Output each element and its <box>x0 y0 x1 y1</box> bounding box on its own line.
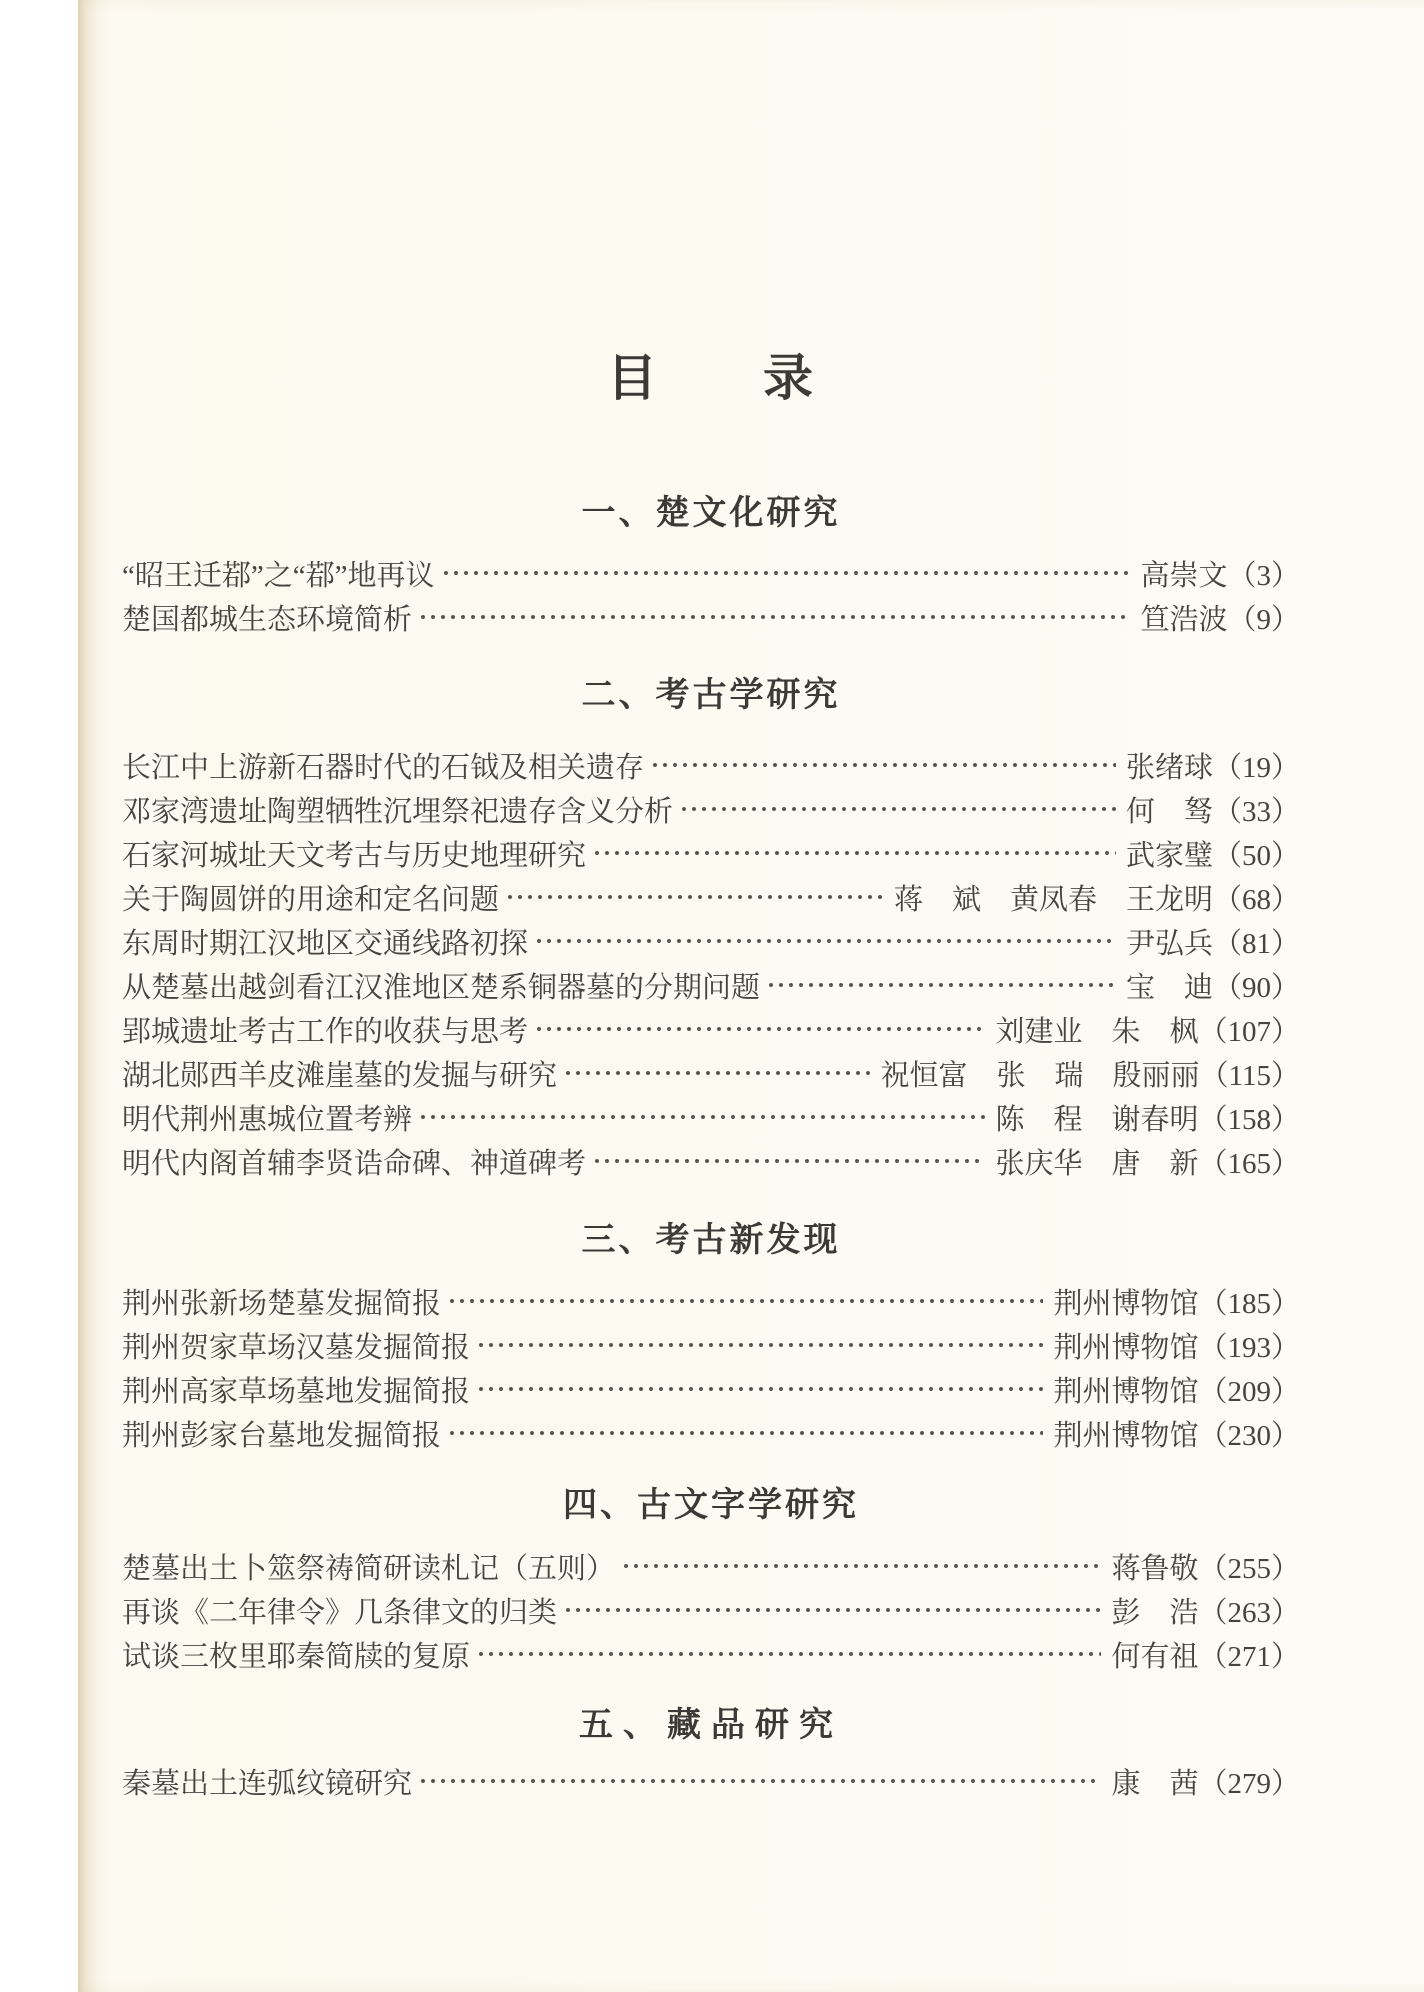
section-heading: 四、古文字学研究 <box>563 1486 859 1524</box>
entry-authors: 陈 程 谢春明 <box>995 1103 1199 1136</box>
entry-authors: 康 茜 <box>1111 1767 1199 1800</box>
section-heading: 五、藏品研究 <box>579 1706 843 1744</box>
dot-leader <box>679 787 1116 831</box>
dot-leader <box>418 595 1130 639</box>
entry-title: 荆州高家草场墓地发掘简报 <box>122 1375 471 1408</box>
dot-leader <box>447 1411 1043 1455</box>
toc-entry <box>122 551 1300 595</box>
dot-leader <box>418 1095 985 1139</box>
entry-title: 邓家湾遗址陶塑牺牲沉埋祭祀遗存含义分析 <box>122 795 674 828</box>
entry-pageref: （255） <box>1198 1552 1300 1585</box>
page-title: 目 录 <box>607 350 815 406</box>
entry-title: 荆州彭家台墓地发掘简报 <box>122 1419 442 1452</box>
toc-entry <box>122 919 1300 963</box>
entry-title: 荆州张新场楚墓发掘简报 <box>122 1287 442 1320</box>
entry-title: 楚国都城生态环境简析 <box>122 603 413 636</box>
section-archaeology <box>122 674 1300 1183</box>
dot-leader <box>563 1588 1101 1632</box>
entry-authors: 武家璧 <box>1125 839 1213 872</box>
section-new-discoveries <box>122 1219 1300 1455</box>
entry-authors: 尹弘兵 <box>1125 927 1213 960</box>
entry-authors: 祝恒富 张 瑞 殷丽丽 <box>880 1059 1200 1092</box>
entry-pageref: （165） <box>1198 1147 1300 1180</box>
entry-title: 从楚墓出越剑看江汉淮地区楚系铜器墓的分期问题 <box>122 971 761 1004</box>
entry-authors: 张庆华 唐 新 <box>995 1147 1199 1180</box>
toc-entry <box>122 1588 1300 1632</box>
toc-entry <box>122 1007 1300 1051</box>
toc-entry <box>122 1279 1300 1323</box>
entry-authors: 何有祖 <box>1111 1640 1199 1673</box>
dot-leader <box>592 831 1116 875</box>
entry-authors: 彭 浩 <box>1111 1596 1199 1629</box>
toc-entry <box>122 1411 1300 1455</box>
entry-pageref: （50） <box>1212 839 1300 872</box>
entry-title: 再谈《二年律令》几条律文的归类 <box>122 1596 558 1629</box>
entry-title: 秦墓出土连弧纹镜研究 <box>122 1767 413 1800</box>
entry-pageref: （33） <box>1212 795 1300 828</box>
entry-authors: 宝 迪 <box>1125 971 1213 1004</box>
entry-pageref: （19） <box>1212 751 1300 784</box>
entry-pageref: （279） <box>1198 1767 1300 1800</box>
toc-entry <box>122 595 1300 639</box>
entry-pageref: （271） <box>1198 1640 1300 1673</box>
section-heading: 二、考古学研究 <box>581 676 841 714</box>
section-heading: 一、楚文化研究 <box>581 494 841 532</box>
dot-leader <box>592 1139 985 1183</box>
entry-pageref: （230） <box>1198 1419 1300 1452</box>
toc-entry <box>122 963 1300 1007</box>
dot-leader <box>418 1759 1101 1803</box>
entry-title: 明代内阁首辅李贤诰命碑、神道碑考 <box>122 1147 587 1180</box>
toc-entry <box>122 1759 1300 1803</box>
entry-title: 湖北郧西羊皮滩崖墓的发掘与研究 <box>122 1059 558 1092</box>
entry-title: 楚墓出土卜筮祭祷简研读札记（五则） <box>122 1552 616 1585</box>
section-chu-culture <box>122 492 1300 639</box>
entry-title: 关于陶圆饼的用途和定名问题 <box>122 883 500 916</box>
dot-leader <box>505 875 884 919</box>
dot-leader <box>563 1051 871 1095</box>
toc-entry <box>122 1051 1300 1095</box>
toc-entry <box>122 1632 1300 1676</box>
entry-authors: 刘建业 朱 枫 <box>995 1015 1199 1048</box>
dot-leader <box>476 1632 1101 1676</box>
entry-authors: 张绪球 <box>1125 751 1213 784</box>
dot-leader <box>441 551 1131 595</box>
entry-pageref: （9） <box>1227 603 1300 636</box>
entry-authors: 荆州博物馆 <box>1053 1287 1199 1320</box>
toc-entry <box>122 1367 1300 1411</box>
entry-pageref: （158） <box>1198 1103 1300 1136</box>
entry-authors: 荆州博物馆 <box>1053 1419 1199 1452</box>
entry-title: 郢城遗址考古工作的收获与思考 <box>122 1015 529 1048</box>
entry-title: 东周时期江汉地区交通线路初探 <box>122 927 529 960</box>
section-paleography <box>122 1484 1300 1676</box>
toc-entry <box>122 1095 1300 1139</box>
entry-title: 石家河城址天文考古与历史地理研究 <box>122 839 587 872</box>
dot-leader <box>650 743 1116 787</box>
toc-entry <box>122 1544 1300 1588</box>
toc-entry <box>122 743 1300 787</box>
entry-pageref: （68） <box>1212 883 1300 916</box>
dot-leader <box>534 919 1116 963</box>
dot-leader <box>534 1007 985 1051</box>
entry-authors: 高崇文 <box>1140 559 1228 592</box>
entry-authors: 荆州博物馆 <box>1053 1375 1199 1408</box>
dot-leader <box>447 1279 1043 1323</box>
dot-leader <box>621 1544 1101 1588</box>
entry-authors: 荆州博物馆 <box>1053 1331 1199 1364</box>
entry-title: 长江中上游新石器时代的石钺及相关遗存 <box>122 751 645 784</box>
toc-entry <box>122 875 1300 919</box>
entry-pageref: （263） <box>1198 1596 1300 1629</box>
entry-authors: 何 驽 <box>1125 795 1213 828</box>
entry-pageref: （3） <box>1227 559 1300 592</box>
entry-pageref: （107） <box>1198 1015 1300 1048</box>
toc-entry <box>122 787 1300 831</box>
toc-entry <box>122 1323 1300 1367</box>
dot-leader <box>766 963 1116 1007</box>
entry-pageref: （185） <box>1198 1287 1300 1320</box>
section-heading: 三、考古新发现 <box>581 1221 841 1259</box>
entry-pageref: （90） <box>1212 971 1300 1004</box>
entry-pageref: （81） <box>1212 927 1300 960</box>
entry-title: “昭王迁鄀”之“鄀”地再议 <box>122 559 435 592</box>
entry-authors: 笪浩波 <box>1140 603 1228 636</box>
entry-title: 试谈三枚里耶秦简牍的复原 <box>122 1640 471 1673</box>
dot-leader <box>476 1323 1043 1367</box>
entry-title: 明代荆州惠城位置考辨 <box>122 1103 413 1136</box>
entry-authors: 蒋 斌 黄凤春 王龙明 <box>893 883 1213 916</box>
entry-pageref: （193） <box>1198 1331 1300 1364</box>
entry-title: 荆州贺家草场汉墓发掘简报 <box>122 1331 471 1364</box>
toc-entry <box>122 1139 1300 1183</box>
entry-pageref: （115） <box>1199 1059 1300 1092</box>
dot-leader <box>476 1367 1043 1411</box>
section-collection-studies <box>122 1704 1300 1803</box>
entry-authors: 蒋鲁敬 <box>1111 1552 1199 1585</box>
entry-pageref: （209） <box>1198 1375 1300 1408</box>
toc-entry <box>122 831 1300 875</box>
